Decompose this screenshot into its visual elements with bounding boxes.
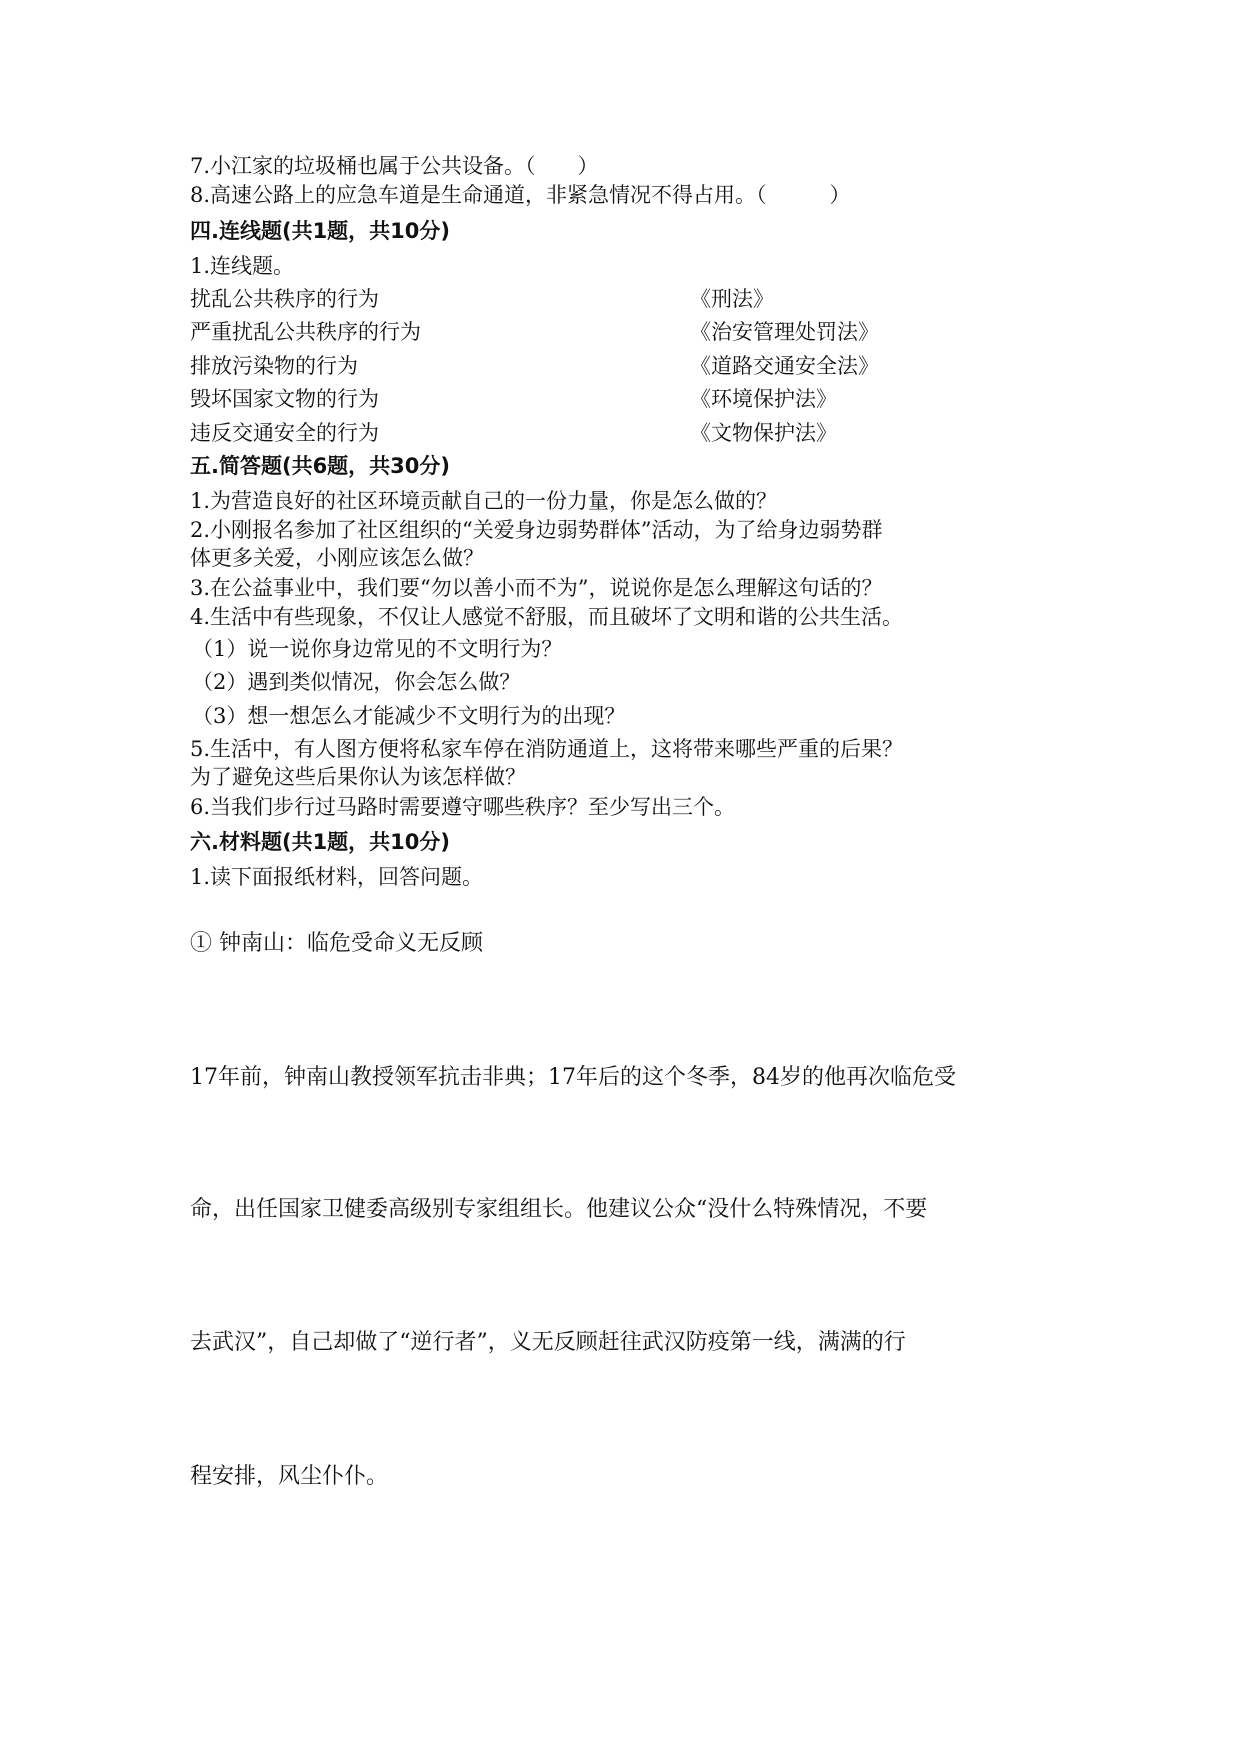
short-answer-5: 5.生活中，有人图方便将私家车停在消防通道上，这将带来哪些严重的后果？ [190, 737, 904, 761]
matching-left-1: 扰乱公共秩序的行为 [190, 287, 379, 311]
short-answer-3: 3.在公益事业中，我们要“勿以善小而不为”，说说你是怎么理解这句话的？ [190, 576, 883, 600]
short-answer-6: 6.当我们步行过马路时需要遵守哪些秩序？至少写出三个。 [190, 795, 736, 819]
matching-left-2: 严重扰乱公共秩序的行为 [190, 320, 421, 344]
short-answer-4: 4.生活中有些现象，不仅让人感觉不舒服，而且破坏了文明和谐的公共生活。 [190, 605, 904, 629]
short-answer-1: 1.为营造良好的社区环境贡献自己的一份力量，你是怎么做的？ [190, 489, 778, 513]
section-4-heading: 四.连线题(共1题，共10分) [190, 219, 451, 243]
material-paragraph-line-4: 程安排，风尘仆仆。 [190, 1464, 389, 1489]
short-answer-4-sub-3: （3）想一想怎么才能减少不文明行为的出现？ [192, 704, 626, 728]
matching-right-4: 《环境保护法》 [690, 387, 837, 411]
matching-right-2: 《治安管理处罚法》 [690, 320, 879, 344]
short-answer-5-cont: 为了避免这些后果你认为该怎样做？ [190, 765, 526, 789]
matching-right-5: 《文物保护法》 [690, 421, 837, 445]
material-paragraph-line-2: 命，出任国家卫健委高级别专家组组长。他建议公众“没什么特殊情况，不要 [190, 1197, 928, 1222]
matching-right-1: 《刑法》 [690, 287, 774, 311]
short-answer-2-cont: 体更多关爱，小刚应该怎么做？ [190, 546, 484, 570]
short-answer-4-sub-1: （1）说一说你身边常见的不文明行为？ [192, 637, 563, 661]
section-4-question-1: 1.连线题。 [190, 254, 295, 278]
section-6-heading: 六.材料题(共1题，共10分) [190, 830, 451, 854]
material-paragraph-line-3: 去武汉”，自己却做了“逆行者”，义无反顾赶往武汉防疫第一线，满满的行 [190, 1330, 906, 1355]
material-title: ① 钟南山：临危受命义无反顾 [190, 931, 483, 956]
section-5-heading: 五.简答题(共6题，共30分) [190, 454, 451, 478]
matching-left-3: 排放污染物的行为 [190, 354, 358, 378]
judgement-item-7: 7.小江家的垃圾桶也属于公共设备。（ ） [190, 154, 599, 178]
matching-left-5: 违反交通安全的行为 [190, 421, 379, 445]
short-answer-4-sub-2: （2）遇到类似情况，你会怎么做？ [192, 670, 521, 694]
matching-left-4: 毁坏国家文物的行为 [190, 387, 379, 411]
matching-right-3: 《道路交通安全法》 [690, 354, 879, 378]
judgement-item-8: 8.高速公路上的应急车道是生命通道，非紧急情况不得占用。（ ） [190, 183, 851, 207]
short-answer-2: 2.小刚报名参加了社区组织的“关爱身边弱势群体”活动，为了给身边弱势群 [190, 518, 883, 542]
section-6-question-1: 1.读下面报纸材料，回答问题。 [190, 865, 484, 889]
material-paragraph-line-1: 17年前，钟南山教授领军抗击非典；17年后的这个冬季，84岁的他再次临危受 [190, 1065, 956, 1090]
